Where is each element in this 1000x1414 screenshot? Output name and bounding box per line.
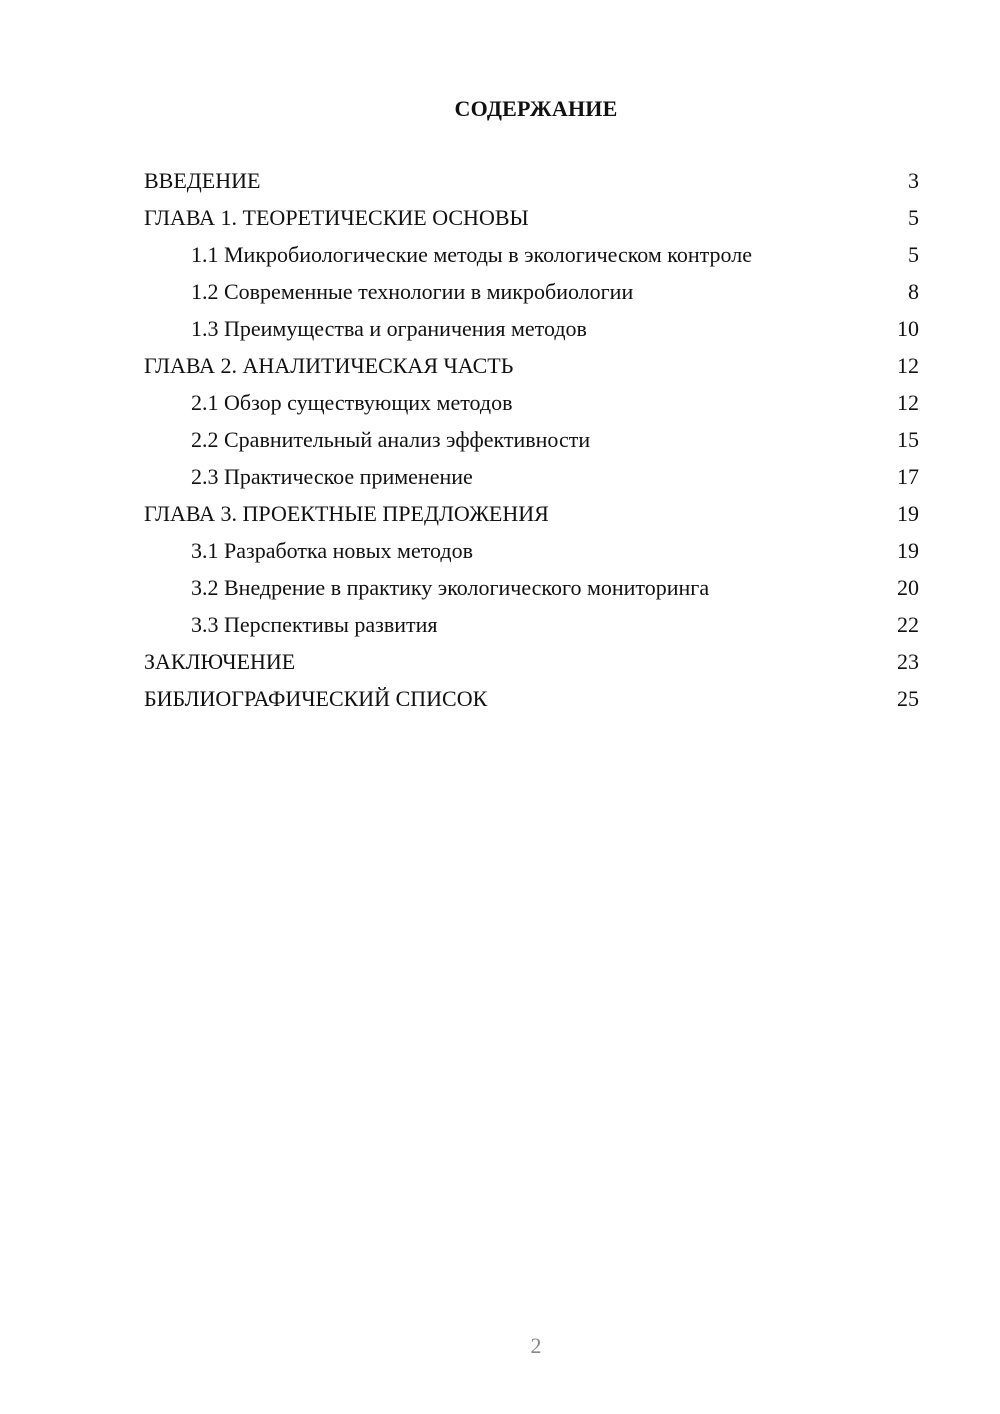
page-title: СОДЕРЖАНИЕ (454, 96, 618, 121)
toc-item-section-3-2 (144, 574, 919, 602)
toc-item-page: 15 (897, 427, 919, 452)
toc-item-page: 23 (897, 649, 919, 674)
toc-item-bibliography (144, 685, 919, 713)
toc-item-page: 22 (897, 612, 919, 637)
toc-item-label: 2.1 Обзор существующих методов (191, 390, 513, 415)
toc-item-chapter-2 (144, 352, 919, 380)
toc-item-page: 5 (908, 205, 919, 230)
toc-item-label: 1.3 Преимущества и ограничения методов (191, 316, 587, 341)
toc-item-section-2-3 (144, 463, 919, 491)
toc-item-label: 1.2 Современные технологии в микробиологии (191, 279, 634, 304)
table-of-contents (144, 167, 919, 722)
toc-item-page: 17 (897, 464, 919, 489)
toc-item-section-1-1 (144, 241, 919, 269)
toc-item-label: 3.2 Внедрение в практику экологического мониторинга (191, 575, 710, 600)
toc-item-section-1-2 (144, 278, 919, 306)
toc-item-page: 19 (897, 501, 919, 526)
toc-item-chapter-3 (144, 500, 919, 528)
toc-item-page: 10 (897, 316, 919, 341)
toc-item-page: 19 (897, 538, 919, 563)
toc-item-label: БИБЛИОГРАФИЧЕСКИЙ СПИСОК (144, 686, 488, 711)
toc-item-page: 12 (897, 390, 919, 415)
toc-item-section-2-2 (144, 426, 919, 454)
toc-item-page: 8 (908, 279, 919, 304)
toc-item-chapter-1 (144, 204, 919, 232)
toc-item-section-3-1 (144, 537, 919, 565)
toc-item-label: 2.3 Практическое применение (191, 464, 473, 489)
toc-item-conclusion (144, 648, 919, 676)
toc-item-page: 20 (897, 575, 919, 600)
toc-item-label: ГЛАВА 2. АНАЛИТИЧЕСКАЯ ЧАСТЬ (144, 353, 514, 378)
toc-item-label: 3.3 Перспективы развития (191, 612, 438, 637)
toc-item-section-2-1 (144, 389, 919, 417)
toc-item-page: 12 (897, 353, 919, 378)
page-number: 2 (530, 1333, 542, 1358)
toc-item-introduction (144, 167, 919, 195)
toc-item-label: 1.1 Микробиологические методы в экологическом контроле (191, 242, 752, 267)
toc-item-label: 3.1 Разработка новых методов (191, 538, 473, 563)
toc-item-section-3-3 (144, 611, 919, 639)
toc-item-page: 3 (908, 168, 919, 193)
toc-item-label: ЗАКЛЮЧЕНИЕ (144, 649, 296, 674)
toc-item-page: 5 (908, 242, 919, 267)
toc-item-label: 2.2 Сравнительный анализ эффективности (191, 427, 591, 452)
toc-item-section-1-3 (144, 315, 919, 343)
toc-item-label: ГЛАВА 1. ТЕОРЕТИЧЕСКИЕ ОСНОВЫ (144, 205, 529, 230)
toc-item-page: 25 (897, 686, 919, 711)
toc-item-label: ГЛАВА 3. ПРОЕКТНЫЕ ПРЕДЛОЖЕНИЯ (144, 501, 549, 526)
toc-item-label: ВВЕДЕНИЕ (144, 168, 261, 193)
